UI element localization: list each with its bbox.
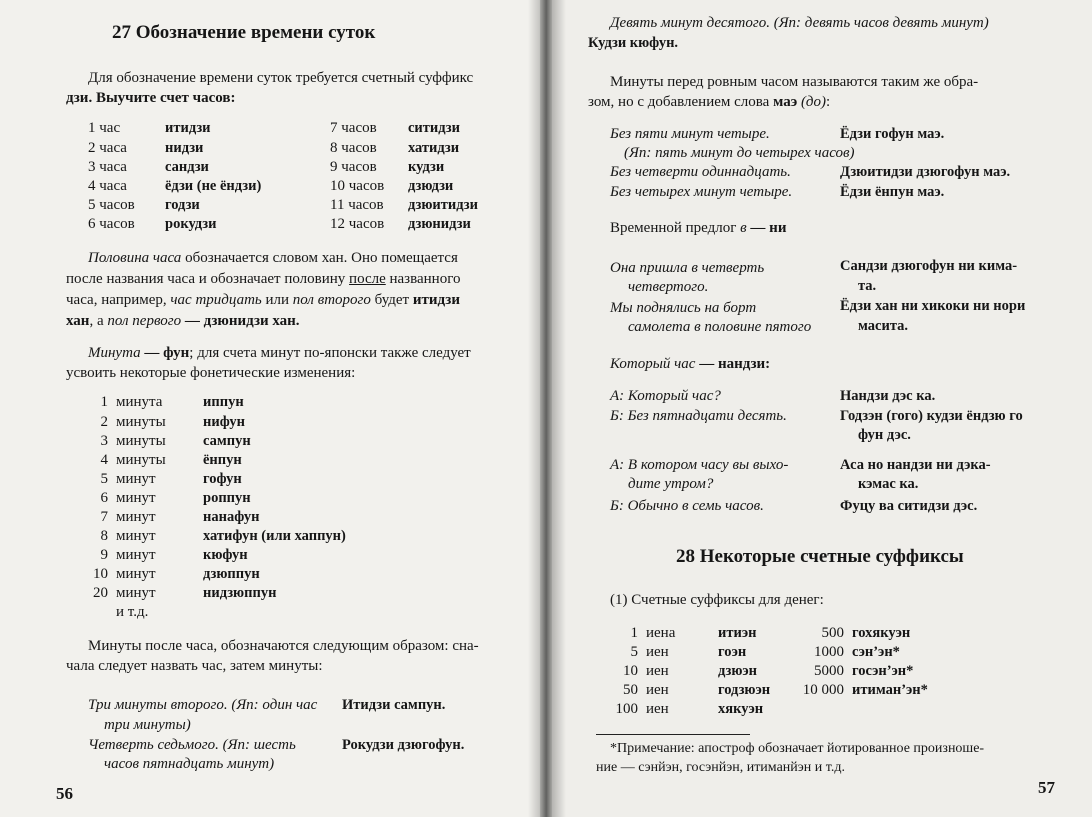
hour-label: 7 часов <box>330 120 377 136</box>
minute-value: кюфун <box>203 547 248 563</box>
minute-label: минут <box>116 547 156 563</box>
money-amount: 1000 <box>814 644 844 660</box>
money-value: итиэн <box>718 625 757 641</box>
minute-number: 1 <box>100 394 108 410</box>
preposition-text: Временной предлог <box>610 220 737 236</box>
half-hour-italic: пол второго <box>292 292 371 308</box>
prep-example-jp: Ёдзи хан ни хикоки ни нори <box>840 298 1026 314</box>
before-example-ru: Без четверти одиннадцать. <box>610 164 791 180</box>
hour-label: 9 часов <box>330 159 377 175</box>
minute-value: хатифун (или хаппун) <box>203 528 346 544</box>
money-value: хякуэн <box>718 701 764 717</box>
example-2-ru: Четверть седьмого. (Яп: шесть <box>88 737 296 753</box>
hour-value: ситидзи <box>408 120 460 136</box>
minute-number: 6 <box>100 490 108 506</box>
half-hour-underlined: после <box>349 271 386 287</box>
half-hour-line-3 <box>66 290 460 310</box>
hour-value: дзюдзи <box>408 178 454 194</box>
section-heading-27: 27 Обозначение времени суток <box>112 22 376 43</box>
before-line-1: Минуты перед ровным часом называются таким же обра- <box>610 74 979 90</box>
dialog-jp: Фуцу ва ситидзи дэс. <box>840 498 978 514</box>
money-amount: 50 <box>623 682 638 698</box>
prep-example-jp: Сандзи дзюгофун ни кима- <box>840 258 1018 274</box>
half-hour-text: часа, например, <box>66 292 167 308</box>
right-page <box>552 0 1092 817</box>
prep-example-ru-cont: самолета в половине пятого <box>628 319 812 335</box>
minute-bold: — фун <box>144 345 190 361</box>
minute-value: дзюппун <box>203 566 260 582</box>
prep-example-jp-cont: та. <box>858 278 877 294</box>
top-example-ru: Девять минут десятого. (Яп: девять часов девять минут) <box>610 15 989 31</box>
before-example-ru: Без пяти минут четыре. <box>610 126 770 142</box>
before-example-note: (Яп: пять минут до четырех часов) <box>624 145 855 161</box>
hour-label: 1 час <box>88 120 121 136</box>
minute-number: 5 <box>100 471 108 487</box>
dialog-ru-cont: дите утром? <box>628 476 714 492</box>
half-hour-italic: час тридцать <box>170 292 262 308</box>
minute-number: 20 <box>93 585 108 601</box>
footnote-rule <box>596 734 750 735</box>
money-subheading: (1) Счетные суффиксы для денег: <box>610 592 824 608</box>
example-1-ru: Три минуты второго. (Яп: один час <box>88 697 318 713</box>
half-hour-italic: пол первого <box>107 313 182 329</box>
half-hour-line-4 <box>66 311 300 331</box>
money-value: сэн’эн* <box>852 644 900 660</box>
half-hour-line-2 <box>66 269 461 289</box>
minute-value: ёнпун <box>203 452 242 468</box>
half-hour-term: Половина часа <box>88 250 182 266</box>
hour-label: 2 часа <box>88 140 127 156</box>
money-amount: 5000 <box>814 663 844 679</box>
footnote-line-1: *Примечание: апостроф обозначает йотированное произноше- <box>610 741 985 756</box>
minute-line-1 <box>88 343 471 363</box>
hour-label: 4 часа <box>88 178 127 194</box>
hour-label: 12 часов <box>330 216 385 232</box>
intro-line-1: Для обозначение времени суток требуется счетный суффикс <box>88 70 474 86</box>
hour-label: 6 часов <box>88 216 135 232</box>
minute-line-2: усвоить некоторые фонетические изменения: <box>66 365 356 381</box>
hour-value: дзюнидзи <box>408 216 471 232</box>
dialog-jp-cont: фун дэс. <box>858 427 911 443</box>
hour-value: дзюитидзи <box>408 197 478 213</box>
section-heading-28: 28 Некоторые счетные суффиксы <box>676 546 964 567</box>
money-amount: 10 000 <box>802 682 844 698</box>
before-example-jp: Ёдзи ёнпун маэ. <box>840 184 945 200</box>
minute-label: минуты <box>116 414 166 430</box>
minute-number: 7 <box>100 509 108 525</box>
money-value: госэн’эн* <box>852 663 914 679</box>
which-hour-line <box>610 354 770 374</box>
money-amount: 100 <box>615 701 638 717</box>
dialog-ru: А: В котором часу вы выхо- <box>610 457 789 473</box>
minute-number: 4 <box>100 452 108 468</box>
minute-label: минут <box>116 585 156 601</box>
preposition-bold: — ни <box>750 220 787 236</box>
dialog-jp-cont: кэмас ка. <box>858 476 919 492</box>
dialog-ru: А: Который час? <box>610 388 721 404</box>
money-value: дзюэн <box>718 663 758 679</box>
half-hour-text: названного <box>389 271 461 287</box>
minute-label: минут <box>116 566 156 582</box>
minute-value: роппун <box>203 490 251 506</box>
before-example-jp: Дзюитидзи дзюгофун маэ. <box>840 164 1011 180</box>
hour-label: 5 часов <box>88 197 135 213</box>
minute-label: минуты <box>116 433 166 449</box>
left-page <box>0 0 540 817</box>
half-hour-text: будет <box>374 292 410 308</box>
hour-value: нидзи <box>165 140 204 156</box>
before-example-jp: Ёдзи гофун маэ. <box>840 126 945 142</box>
dialog-ru: Б: Без пятнадцати десять. <box>610 408 787 424</box>
half-hour-text: , а <box>89 313 104 329</box>
minute-value: нифун <box>203 414 245 430</box>
minute-label: минуты <box>116 452 166 468</box>
before-text: зом, но с добавлением слова <box>588 94 770 110</box>
money-amount: 10 <box>623 663 638 679</box>
prep-example-ru: Мы поднялись на борт <box>610 300 757 316</box>
half-hour-line-1 <box>88 248 458 268</box>
before-line-2 <box>588 92 830 112</box>
hour-value: сандзи <box>165 159 209 175</box>
money-value: годзюэн <box>718 682 771 698</box>
half-hour-text: после названия часа и обозначает половину <box>66 271 346 287</box>
money-unit: иен <box>646 663 669 679</box>
minute-value: нидзюппун <box>203 585 277 601</box>
money-amount: 1 <box>630 625 638 641</box>
money-value: гохякуэн <box>852 625 911 641</box>
page-number-right: 57 <box>1038 778 1055 797</box>
money-unit: иен <box>646 644 669 660</box>
hour-value: годзи <box>165 197 200 213</box>
dialog-jp: Аса но нандзи ни дэка- <box>840 457 991 473</box>
half-hour-bold: хан <box>66 313 90 329</box>
hour-value: итидзи <box>165 120 211 136</box>
preposition-line <box>610 218 786 238</box>
minute-number: 3 <box>100 433 108 449</box>
money-unit: иен <box>646 682 669 698</box>
which-hour-italic: Который час <box>610 356 696 372</box>
minute-value: гофун <box>203 471 242 487</box>
hour-label: 10 часов <box>330 178 385 194</box>
money-unit: иена <box>646 625 676 641</box>
minute-number: 8 <box>100 528 108 544</box>
intro-line-2: дзи. Выучите счет часов: <box>66 90 236 106</box>
top-example-jp: Кудзи кюфун. <box>588 35 679 51</box>
minute-label: минут <box>116 471 156 487</box>
mae-colon: : <box>826 94 831 110</box>
minute-label: минут <box>116 509 156 525</box>
half-hour-text: обозначается словом хан. Оно помещается <box>185 250 458 266</box>
example-1-jp: Итидзи сампун. <box>342 697 446 713</box>
dialog-ru: Б: Обычно в семь часов. <box>610 498 764 514</box>
etc-label: и т.д. <box>116 604 149 620</box>
money-unit: иен <box>646 701 669 717</box>
minute-number: 9 <box>100 547 108 563</box>
half-hour-bold: итидзи <box>412 292 460 308</box>
minute-label: минут <box>116 528 156 544</box>
hour-value: хатидзи <box>408 140 460 156</box>
hour-label: 8 часов <box>330 140 377 156</box>
after-line-1: Минуты после часа, обозначаются следующим образом: сна- <box>88 638 479 654</box>
hour-value: рокудзи <box>165 216 217 232</box>
money-amount: 5 <box>630 644 638 660</box>
minute-number: 10 <box>93 566 108 582</box>
hour-value: ёдзи (не ёндзи) <box>165 178 262 194</box>
minute-value: сампун <box>203 433 251 449</box>
minute-term: Минута <box>88 345 141 361</box>
hour-value: кудзи <box>408 159 445 175</box>
example-1-ru-cont: три минуты) <box>104 717 191 733</box>
before-example-ru: Без четырех минут четыре. <box>610 184 793 200</box>
book-gutter-shadow <box>528 0 566 817</box>
hour-label: 11 часов <box>330 197 384 213</box>
money-value: итиман’эн* <box>852 682 928 698</box>
preposition-italic: в <box>740 220 747 236</box>
dialog-jp: Нандзи дэс ка. <box>840 388 936 404</box>
prep-example-jp-cont: масита. <box>858 318 908 334</box>
money-value: гоэн <box>718 644 747 660</box>
minute-value: иппун <box>203 394 244 410</box>
after-line-2: чала следует назвать час, затем минуты: <box>66 658 323 674</box>
example-2-ru-cont: часов пятнадцать минут) <box>104 756 275 772</box>
money-amount: 500 <box>821 625 844 641</box>
mae-word: маэ <box>773 94 798 110</box>
footnote-line-2: ние — сэнйэн, госэнйэн, итиманйэн и т.д. <box>596 760 845 775</box>
example-2-jp: Рокудзи дзюгофун. <box>342 737 465 753</box>
half-hour-text: или <box>265 292 290 308</box>
minute-text: ; для счета минут по-японски также следует <box>189 345 471 361</box>
minute-value: нанафун <box>203 509 260 525</box>
hour-label: 3 часа <box>88 159 127 175</box>
prep-example-ru-cont: четвертого. <box>628 279 709 295</box>
minute-label: минут <box>116 490 156 506</box>
half-hour-bold: — дзюнидзи хан. <box>184 313 300 329</box>
prep-example-ru: Она пришла в четверть <box>610 260 765 276</box>
dialog-jp: Годзэн (гого) кудзи ёндзю го <box>840 408 1023 424</box>
page-number-left: 56 <box>56 784 73 803</box>
which-hour-bold: — нандзи: <box>699 356 771 372</box>
mae-translation: (до) <box>800 94 827 110</box>
minute-label: минута <box>116 394 163 410</box>
minute-number: 2 <box>100 414 108 430</box>
